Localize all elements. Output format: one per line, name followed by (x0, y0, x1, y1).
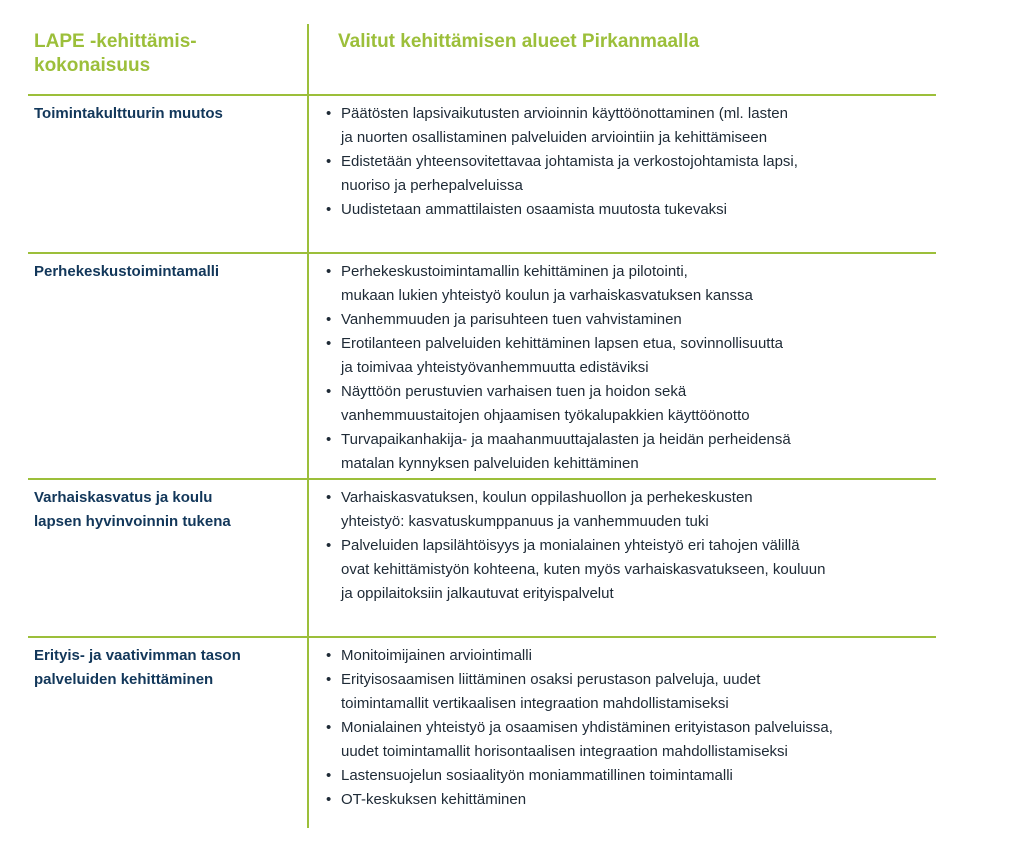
row-label: Toimintakulttuurin muutos (34, 105, 223, 122)
row-label: Varhaiskasvatus ja koulu lapsen hyvinvoinnin tukena (34, 489, 231, 530)
list-item: • Päätösten lapsivaikutusten arvioinnin käyttöönottaminen (ml. lasten ja nuorten osallistaminen palveluiden arviointiin ja kehittämiseen (324, 102, 924, 150)
list-item: • Monitoimijainen arviointimalli (324, 644, 924, 668)
table-row-erityistaso (28, 638, 936, 828)
list-item: • Palveluiden lapsilähtöisyys ja monialainen yhteistyö eri tahojen välillä ovat kehittämistyön kohteena, kuten myös varhaiskasvatukseen, kouluun ja oppilaitoksiin jalkautuvat erityispalvelut (324, 534, 924, 606)
row-label: Perhekeskustoimintamalli (34, 263, 220, 280)
table-row-toimintakulttuuri (28, 96, 936, 254)
list-item: • Erotilanteen palveluiden kehittäminen lapsen etua, sovinnollisuutta ja toimivaa yhteistyövanhemmuutta edistäviksi (324, 332, 924, 380)
list-item: • Varhaiskasvatuksen, koulun oppilashuollon ja perhekeskusten yhteistyö: kasvatuskumppanuus ja vanhemmuuden tuki (324, 486, 924, 534)
list-item: • OT-keskuksen kehittäminen (324, 788, 924, 812)
row-label: Erityis- ja vaativimman tason palveluiden kehittäminen (34, 647, 241, 688)
list-item: • Näyttöön perustuvien varhaisen tuen ja hoidon sekä vanhemmuustaitojen ohjaamisen työkalupakkien käyttöönotto (324, 380, 924, 428)
development-areas-table (28, 24, 936, 828)
row-items (324, 260, 924, 476)
table-header (28, 24, 936, 96)
row-items (324, 102, 924, 222)
list-item: • Uudistetaan ammattilaisten osaamista muutosta tukevaksi (324, 198, 924, 222)
list-item: • Perhekeskustoimintamallin kehittäminen ja pilotointi, mukaan lukien yhteistyö koulun ja varhaiskasvatuksen kanssa (324, 260, 924, 308)
list-item: • Erityisosaamisen liittäminen osaksi perustason palveluja, uudet toimintamallit vertikaalisen integraation mahdollistamiseksi (324, 668, 924, 716)
table-row-perhekeskus (28, 254, 936, 480)
list-item: • Lastensuojelun sosiaalityön moniammatillinen toimintamalli (324, 764, 924, 788)
header-right: Valitut kehittämisen alueet Pirkanmaalla (338, 31, 700, 52)
table-row-varhaiskasvatus (28, 480, 936, 638)
row-items (324, 486, 924, 606)
row-items (324, 644, 924, 812)
header-left: LAPE -kehittämis- kokonaisuus (34, 31, 197, 76)
list-item: • Turvapaikanhakija- ja maahanmuuttajalasten ja heidän perheidensä matalan kynnyksen palveluiden kehittäminen (324, 428, 924, 476)
list-item: • Edistetään yhteensovitettavaa johtamista ja verkostojohtamista lapsi, nuoriso ja perhepalveluissa (324, 150, 924, 198)
list-item: • Monialainen yhteistyö ja osaamisen yhdistäminen erityistason palveluissa, uudet toimintamallit horisontaalisen integraation mahdollistamiseksi (324, 716, 924, 764)
list-item: • Vanhemmuuden ja parisuhteen tuen vahvistaminen (324, 308, 924, 332)
